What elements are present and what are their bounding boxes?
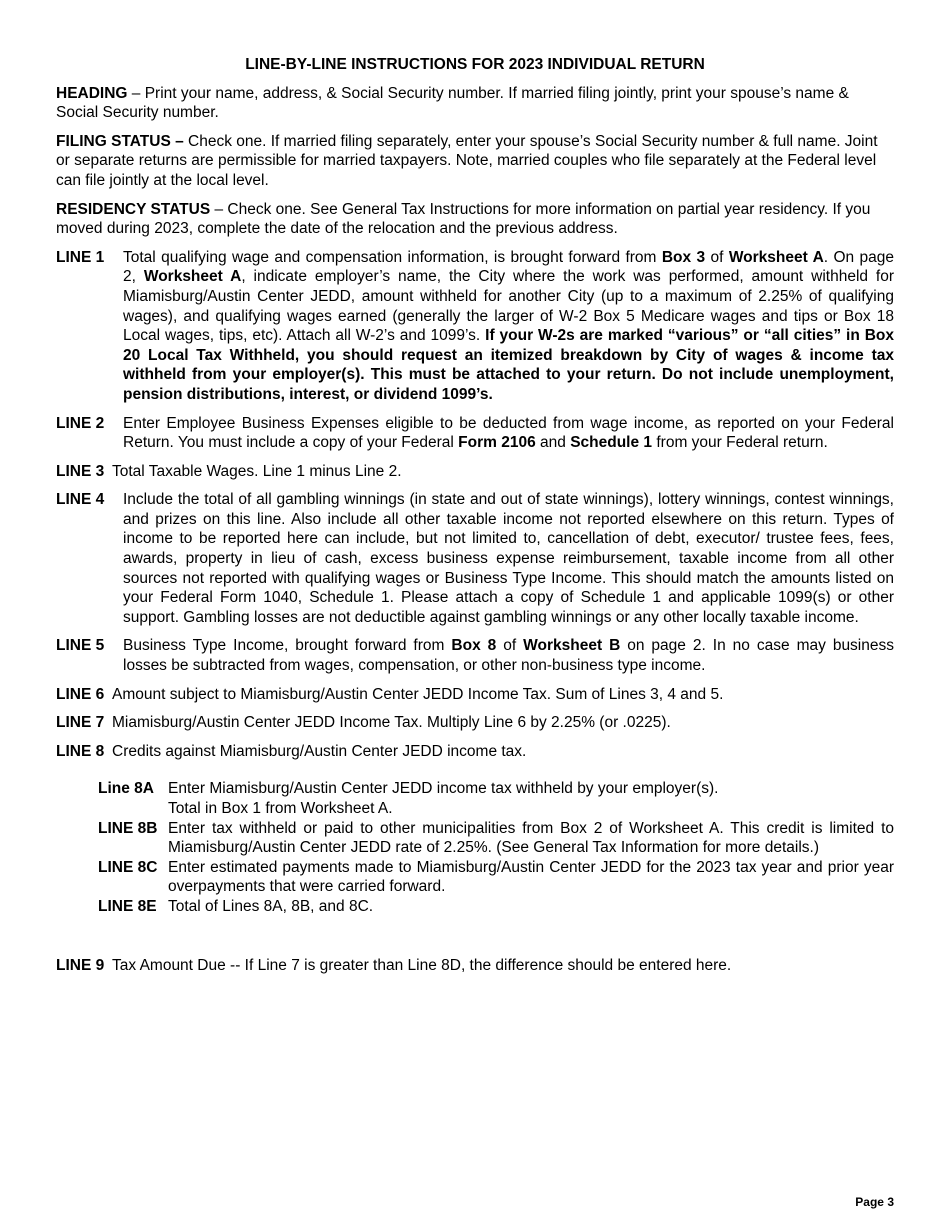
line-6-instruction [56,685,894,705]
filing-status-label: FILING STATUS – [56,132,184,150]
filing-status-text: Check one. If married filing separately, enter your spouse’s Social Security number & full name. Joint or separate returns are permissible for married taxpayers. Note, married couples who file separately at the Federal level can file jointly at the local level. [56,132,878,189]
line-4-label: LINE 4 [56,491,105,509]
residency-status-section [56,200,894,239]
line-3-label: LINE 3 [56,462,105,480]
line-3-text: Total Taxable Wages. Line 1 minus Line 2. [112,462,402,480]
line-7-text: Miamisburg/Austin Center JEDD Income Tax. Multiply Line 6 by 2.25% (or .0225). [112,714,671,732]
line-8e-label: LINE 8E [98,897,157,915]
line-4-instruction [56,490,894,627]
line-8b-text: Enter tax withheld or paid to other municipalities from Box 2 of Worksheet A. This credit is limited to Miamisburg/Austin Center JEDD rate of 2.25%. (See General Tax Information for more details.) [168,819,894,857]
line-8-label: LINE 8 [56,742,105,760]
line-8c-instruction [98,858,894,897]
line-8a-text: Enter Miamisburg/Austin Center JEDD income tax withheld by your employer(s). [168,780,719,798]
line-8a-text-2: Total in Box 1 from Worksheet A. [168,800,393,817]
line-4-text: Include the total of all gambling winnings (in state and out of state winnings), lottery winnings, contest winnings, and prizes on this line. Also include all other taxable income not reported elsewhere on this return. Types of income to be reported here can include, but not limited to, cancellation of debt, executor/ trustee fees, fees, awards, property in lieu of cash, excess business expense reimbursement, taxable income from all other sources not reported with qualifying wages or Business Type Income. This should match the amounts listed on your Federal Form 1040, Schedule 1. Please attach a copy of Schedule 1 and applicable 1099(s) or other support. Gambling losses are not deductible against gambling winnings or any other locally taxable income. [123,491,894,626]
page-number: Page 3 [855,1195,894,1209]
line-8b-instruction [98,819,894,858]
line-8-text: Credits against Miamisburg/Austin Center JEDD income tax. [112,742,527,760]
line-7-label: LINE 7 [56,714,105,732]
line-1-label: LINE 1 [56,248,105,266]
residency-status-label: RESIDENCY STATUS [56,200,211,218]
line-8b-label: LINE 8B [98,819,158,837]
heading-section [56,84,894,123]
line-8e-text: Total of Lines 8A, 8B, and 8C. [168,897,374,915]
line-2-text: Enter Employee Business Expenses eligible to be deducted from wage income, as reported on your Federal Return. You must include a copy of your Federal Form 2106 and Schedule 1 from your Federal return. [123,414,894,452]
line-9-text: Tax Amount Due -- If Line 7 is greater than Line 8D, the difference should be entered here. [112,956,732,974]
residency-status-text: – Check one. See General Tax Instructions for more information on partial year residency. If you moved during 2023, complete the date of the relocation and the previous address. [56,200,871,238]
line-2-label: LINE 2 [56,414,105,432]
line-5-instruction [56,636,894,675]
line-9-label: LINE 9 [56,956,105,974]
line-2-instruction [56,414,894,453]
line-8-subsections [98,779,894,916]
line-8-instruction [56,742,894,762]
line-8c-label: LINE 8C [98,858,158,876]
line-8e-instruction [98,897,894,917]
line-1-instruction [56,248,894,405]
line-9-instruction [56,956,894,976]
page-title: LINE-BY-LINE INSTRUCTIONS FOR 2023 INDIVIDUAL RETURN [245,56,705,73]
filing-status-section [56,132,894,191]
line-1-text: Total qualifying wage and compensation information, is brought forward from Box 3 of Worksheet A. On page 2, Worksheet A, indicate employer’s name, the City where the work was performed, amount withheld for Miamisburg/Austin Center JEDD, amount withheld for another City (up to a maximum of 2.25% of qualifying wages), and qualifying wages earned (generally the larger of W-2 Box 5 Medicare wages and tips or Box 18 Local wages, tips, etc). Attach all W-2’s and 1099’s. If your W-2s are marked “various” or “all cities” in Box 20 Local Tax Withheld, you should request an itemized breakdown by City of wages & income tax withheld from your employer(s). This must be attached to your return. Do not include unemployment, pension distributions, interest, or dividend 1099’s. [123,248,895,403]
line-6-label: LINE 6 [56,685,105,703]
instructions-page [56,55,894,984]
line-5-label: LINE 5 [56,637,105,655]
line-6-text: Amount subject to Miamisburg/Austin Center JEDD Income Tax. Sum of Lines 3, 4 and 5. [112,685,724,703]
line-8a-instruction [98,779,894,818]
line-8c-text: Enter estimated payments made to Miamisburg/Austin Center JEDD for the 2023 tax year and prior year overpayments that were carried forward. [168,858,894,896]
line-5-text: Business Type Income, brought forward from Box 8 of Worksheet B on page 2. In no case may business losses be subtracted from wages, compensation, or other non-business type income. [123,637,894,675]
line-8a-label: Line 8A [98,780,154,798]
heading-text: – Print your name, address, & Social Security number. If married filing jointly, print your spouse’s name & Social Security number. [56,84,849,122]
line-3-instruction [56,462,894,482]
line-7-instruction [56,713,894,733]
heading-label: HEADING [56,84,128,102]
